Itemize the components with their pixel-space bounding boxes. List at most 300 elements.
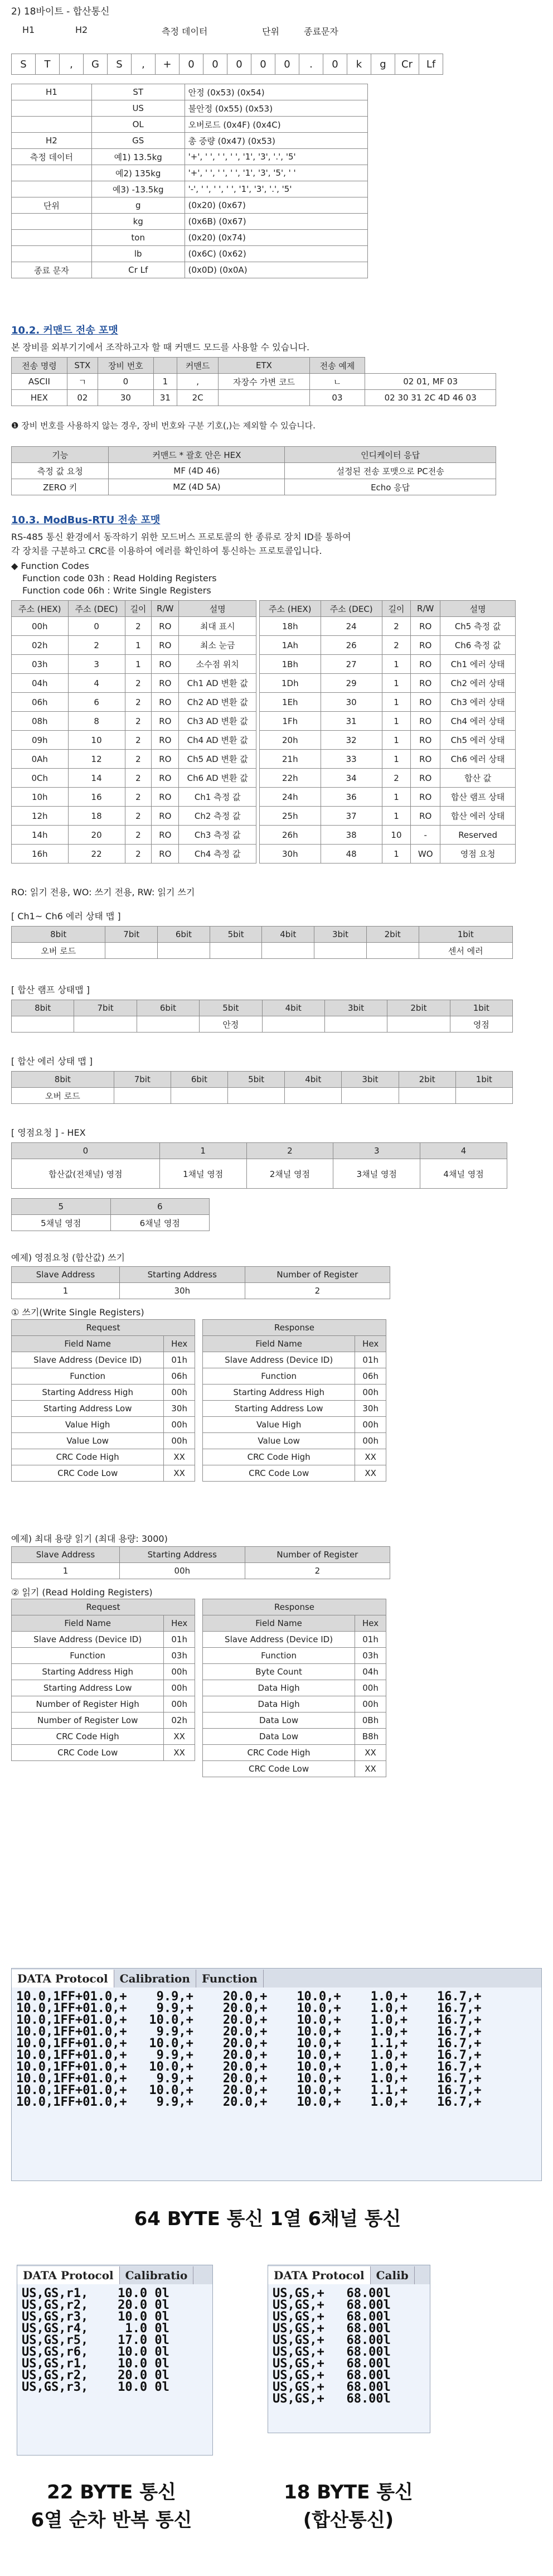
table-cell: 21h xyxy=(260,750,321,769)
table-cell: Value High xyxy=(203,1417,355,1433)
table-cell: , xyxy=(177,374,218,390)
table-cell: 34 xyxy=(321,769,382,788)
table-header-cell: Number of Register xyxy=(245,1547,390,1563)
table-cell: Data Low xyxy=(203,1729,355,1745)
table-header-cell: 3 xyxy=(333,1143,420,1159)
table-row xyxy=(260,845,516,864)
table-header-cell: 주소 (HEX) xyxy=(12,601,69,617)
table-cell: 총 중량 (0x47) (0x53) xyxy=(185,133,367,149)
table-header-cell: Field Name xyxy=(203,1615,355,1632)
table-cell: 오버로드 (0x4F) (0x4C) xyxy=(185,117,367,133)
table-cell xyxy=(387,1016,450,1033)
table-header-cell: 장비 번호 xyxy=(98,358,154,374)
command-section-desc: 본 장비를 외부기기에서 조작하고자 할 때 커맨드 모드를 사용할 수 있습니다. xyxy=(11,342,310,353)
table-cell: 06h xyxy=(355,1368,386,1385)
table-cell: Ch2 AD 변환 값 xyxy=(179,693,256,712)
table-cell: RO xyxy=(411,617,440,636)
table-cell xyxy=(12,181,92,197)
table-cell: (0x6C) (0x62) xyxy=(185,246,367,262)
table-cell: 2 xyxy=(125,845,152,864)
table-cell: XX xyxy=(355,1449,386,1465)
table-cell: 2 xyxy=(382,617,410,636)
table-cell: Slave Address (Device ID) xyxy=(203,1632,355,1648)
modbus-desc-line2: 각 장치를 구분하고 CRC를 이용하여 에러를 확인하여 통신하는 프로토콜입니다. xyxy=(11,546,322,556)
table-cell: RO xyxy=(411,769,440,788)
table-cell: Ch1 AD 변환 값 xyxy=(179,674,256,693)
table-header-cell: 설명 xyxy=(440,601,516,617)
table-cell: 단위 xyxy=(12,197,92,214)
table-header-cell: 전송 명령 xyxy=(12,358,67,374)
table-row xyxy=(12,845,256,864)
error-state-map xyxy=(11,926,513,959)
table-cell: ASCII xyxy=(12,374,67,390)
table-cell: 10 xyxy=(382,826,410,845)
table-cell: Slave Address (Device ID) xyxy=(203,1352,355,1368)
table-row xyxy=(260,674,516,693)
function-code-03: Function code 03h : Read Holding Registers xyxy=(22,573,217,583)
table-cell xyxy=(137,1016,199,1033)
modbus-section-title: 10.3. ModBus-RTU 전송 포맷 xyxy=(11,514,161,526)
frame-code-cell: 0 xyxy=(251,54,275,75)
table-row xyxy=(203,1696,386,1712)
table-header-cell: 6bit xyxy=(171,1072,227,1088)
table-cell: RO xyxy=(411,788,440,807)
table-header-cell: 6bit xyxy=(137,1000,199,1016)
table-cell xyxy=(171,1088,227,1104)
table-cell: 03 xyxy=(309,390,365,406)
table-cell: Function xyxy=(12,1368,164,1385)
table-cell: 3 xyxy=(68,655,125,674)
table-cell: 1 xyxy=(382,712,410,731)
table-cell: Ch6 에러 상태 xyxy=(440,750,516,769)
table-cell: 22 xyxy=(68,845,125,864)
table-row xyxy=(12,1696,195,1712)
table-cell xyxy=(366,943,419,959)
table-cell: Data High xyxy=(203,1696,355,1712)
table-cell: Ch5 AD 변환 값 xyxy=(179,750,256,769)
table-header-cell: 길이 xyxy=(125,601,152,617)
table-row xyxy=(12,390,496,406)
table-row xyxy=(12,1563,390,1579)
table-header-cell: 7bit xyxy=(74,1000,137,1016)
table-cell: 00h xyxy=(12,617,69,636)
function-codes-title: ◆ Function Codes xyxy=(11,561,89,571)
table-cell: Ch4 측정 값 xyxy=(179,845,256,864)
table-cell: CRC Code Low xyxy=(12,1465,164,1482)
function-code-06: Function code 06h : Write Single Registers xyxy=(22,585,211,596)
example2-response-table xyxy=(202,1599,386,1777)
frame-label-h1: H1 xyxy=(22,25,35,35)
table-cell: 03h xyxy=(355,1648,386,1664)
table-cell: 33 xyxy=(321,750,382,769)
frame-code-cell: , xyxy=(60,54,84,75)
table-row xyxy=(12,655,256,674)
table-cell: CRC Code Low xyxy=(203,1761,355,1777)
caption-22byte-line1: 22 BYTE 통신 xyxy=(47,2481,176,2503)
example1-summary-table xyxy=(11,1266,390,1299)
table-header-row xyxy=(12,1072,513,1088)
protocol-screen-64byte xyxy=(11,1968,542,2181)
table-cell: RO xyxy=(411,636,440,655)
table-row xyxy=(12,149,368,165)
table-cell: 4채널 영점 xyxy=(420,1159,507,1189)
register-legend: RO: 읽기 전용, WO: 쓰기 전용, RW: 읽기 쓰기 xyxy=(11,887,195,898)
table-cell: 불안정 (0x55) (0x53) xyxy=(185,100,367,117)
frame-label-unit: 단위 xyxy=(262,26,279,37)
example1-title: 예제) 영점요청 (합산값) 쓰기 xyxy=(11,1252,125,1263)
protocol-output-18byte: US,GS,+ 68.00l US,GS,+ 68.00l US,GS,+ 68.00l US,GS,+ 68.00l US,GS,+ 68.00l US,GS,+ 68.00l US,GS,+ 68.00l US,GS,+ 68.00l US,GS,+ 68.00l US,GS,+ 68.00l xyxy=(273,2286,391,2406)
table-cell: CRC Code High xyxy=(203,1449,355,1465)
table-header-row xyxy=(12,1267,390,1283)
frame-code-cell: S xyxy=(108,54,132,75)
table-cell: - xyxy=(411,826,440,845)
table-cell xyxy=(12,100,92,117)
table-cell xyxy=(158,943,210,959)
table-cell: 2채널 영점 xyxy=(246,1159,333,1189)
table-cell: Ch4 에러 상태 xyxy=(440,712,516,731)
table-header-cell: 커맨드 xyxy=(177,358,218,374)
table-cell: CRC Code High xyxy=(203,1745,355,1761)
table-header-cell: 4bit xyxy=(262,1000,324,1016)
frame-code-cell: S xyxy=(12,54,36,75)
table-cell: 1Fh xyxy=(260,712,321,731)
table-cell: 4 xyxy=(68,674,125,693)
table-cell: XX xyxy=(164,1449,195,1465)
table-cell: 04h xyxy=(12,674,69,693)
table-row xyxy=(12,463,496,479)
table-cell: WO xyxy=(411,845,440,864)
table-header-cell: Hex xyxy=(164,1615,195,1632)
table-cell: Ch3 에러 상태 xyxy=(440,693,516,712)
table-title-cell: Request xyxy=(12,1320,195,1336)
table-header-cell: 기능 xyxy=(12,447,109,463)
example2-title: 예제) 최대 용량 읽기 (최대 용량: 3000) xyxy=(11,1533,168,1544)
table-header-cell: Starting Address xyxy=(119,1267,245,1283)
table-cell: 최대 표시 xyxy=(179,617,256,636)
table-cell: 5채널 영점 xyxy=(12,1215,111,1231)
table-cell: lb xyxy=(91,246,185,262)
table-cell: 04h xyxy=(355,1664,386,1680)
example1-subtitle: ① 쓰기(Write Single Registers) xyxy=(11,1307,144,1318)
frame-label-end: 종료문자 xyxy=(304,26,338,37)
table-cell: 1Dh xyxy=(260,674,321,693)
table-row xyxy=(12,1648,195,1664)
table-cell: Ch1 측정 값 xyxy=(179,788,256,807)
table-cell: RO xyxy=(152,826,179,845)
table-row xyxy=(12,1680,195,1696)
table-row xyxy=(12,133,368,149)
caption-22byte-line2: 6열 순차 반복 통신 xyxy=(31,2509,192,2531)
protocol-screen-18byte xyxy=(268,2265,430,2433)
table-cell: 14 xyxy=(68,769,125,788)
zero-request-table-2 xyxy=(11,1198,210,1231)
table-header-row xyxy=(12,1143,507,1159)
table-cell: 2 xyxy=(125,807,152,826)
table-cell: 1 xyxy=(382,731,410,750)
table-row xyxy=(12,1664,195,1680)
table-cell: 14h xyxy=(12,826,69,845)
protocol-tab[interactable]: Calib xyxy=(371,2266,415,2284)
table-cell: 1 xyxy=(382,750,410,769)
table-cell: kg xyxy=(91,214,185,230)
protocol-screen-22byte xyxy=(17,2265,213,2456)
table-cell xyxy=(12,246,92,262)
table-cell: Echo 응답 xyxy=(285,479,496,495)
table-header-cell: Hex xyxy=(164,1336,195,1352)
protocol-tab[interactable]: Calibratio xyxy=(120,2266,194,2284)
frame-code-cell: g xyxy=(371,54,395,75)
table-cell: 1 xyxy=(153,374,177,390)
table-cell: 26h xyxy=(260,826,321,845)
table-header-cell: 2 xyxy=(246,1143,333,1159)
table-cell: Ch1 에러 상태 xyxy=(440,655,516,674)
table-title-cell: Request xyxy=(12,1599,195,1615)
table-header-cell: Hex xyxy=(355,1336,386,1352)
table-header-cell: 5 xyxy=(12,1199,111,1215)
table-cell: 합산값(전채널) 영점 xyxy=(12,1159,160,1189)
table-row xyxy=(203,1761,386,1777)
table-cell: Ch2 측정 값 xyxy=(179,807,256,826)
table-row xyxy=(203,1352,386,1368)
table-header-row xyxy=(260,601,516,617)
table-cell: 3채널 영점 xyxy=(333,1159,420,1189)
table-cell: 1Bh xyxy=(260,655,321,674)
frame-code-cell: 0 xyxy=(180,54,203,75)
table-cell: (0x20) (0x74) xyxy=(185,230,367,246)
table-cell xyxy=(262,943,314,959)
table-cell xyxy=(12,117,92,133)
table-cell: ST xyxy=(91,84,185,100)
table-cell: Ch5 측정 값 xyxy=(440,617,516,636)
table-row xyxy=(203,1680,386,1696)
table-row xyxy=(12,674,256,693)
table-cell: 오버 로드 xyxy=(12,943,105,959)
table-cell: ㄱ xyxy=(67,374,98,390)
table-row xyxy=(260,788,516,807)
table-row xyxy=(203,1385,386,1401)
table-header-cell: 1 xyxy=(159,1143,246,1159)
table-cell: 36 xyxy=(321,788,382,807)
table-cell: 2 xyxy=(125,712,152,731)
table-row xyxy=(203,1465,386,1482)
table-cell: XX xyxy=(164,1465,195,1482)
table-cell: 2 xyxy=(125,617,152,636)
table-cell: 00h xyxy=(164,1696,195,1712)
table-cell: RO xyxy=(152,617,179,636)
table-row xyxy=(260,731,516,750)
table-cell: 센서 에러 xyxy=(419,943,512,959)
example1-response-table xyxy=(202,1319,386,1482)
table-header-cell: 1bit xyxy=(419,927,512,943)
table-cell: 8 xyxy=(68,712,125,731)
table-cell: '-', ' ', ' ', ' ', '1', '3', '.', '5' xyxy=(185,181,367,197)
table-row xyxy=(12,1215,210,1231)
table-cell: '+', ' ', ' ', ' ', '1', '3', '5', ' ' xyxy=(185,165,367,181)
protocol-tab[interactable]: Calibration xyxy=(114,1970,196,1988)
table-header-cell: 3bit xyxy=(324,1000,387,1016)
table-row xyxy=(203,1664,386,1680)
table-row xyxy=(12,1729,195,1745)
table-header-cell: Field Name xyxy=(12,1615,164,1632)
table-cell: XX xyxy=(355,1745,386,1761)
table-cell: 2 xyxy=(125,826,152,845)
table-cell: Starting Address Low xyxy=(203,1401,355,1417)
table-header-row xyxy=(12,447,496,463)
table-cell: 30h xyxy=(355,1401,386,1417)
table-cell: 10 xyxy=(68,731,125,750)
frame-code-cell: + xyxy=(156,54,180,75)
table-cell: 06h xyxy=(164,1368,195,1385)
table-row xyxy=(12,181,368,197)
table-cell: 소수점 위치 xyxy=(179,655,256,674)
table-cell: 영점 요청 xyxy=(440,845,516,864)
table-header-cell: 커맨드 * 괄호 안은 HEX xyxy=(109,447,285,463)
table-cell: RO xyxy=(411,807,440,826)
table-cell: Ch3 AD 변환 값 xyxy=(179,712,256,731)
table-cell: Number of Register Low xyxy=(12,1712,164,1729)
table-cell: Ch5 에러 상태 xyxy=(440,731,516,750)
frame-code-cell: 0 xyxy=(227,54,251,75)
table-cell: Ch2 에러 상태 xyxy=(440,674,516,693)
table-cell: 02 01, MF 03 xyxy=(365,374,496,390)
table-cell: 10h xyxy=(12,788,69,807)
table-cell: 30h xyxy=(119,1283,245,1299)
table-cell: RO xyxy=(152,712,179,731)
table-cell: RO xyxy=(152,750,179,769)
sum-error-map-title: [ 합산 에러 상태 맵 ] xyxy=(11,1056,93,1067)
table-cell: 30h xyxy=(260,845,321,864)
table-cell: Value High xyxy=(12,1417,164,1433)
table-cell: RO xyxy=(152,807,179,826)
table-row xyxy=(12,826,256,845)
table-cell: 1Ah xyxy=(260,636,321,655)
protocol-tab[interactable]: DATA Protocol xyxy=(12,1970,114,1988)
table-cell: Starting Address Low xyxy=(12,1401,164,1417)
table-header-cell: 3bit xyxy=(342,1072,399,1088)
protocol-tab[interactable]: DATA Protocol xyxy=(17,2266,120,2284)
protocol-output-22byte: US,GS,r1, 10.0 0l US,GS,r2, 20.0 0l US,GS,r3, 10.0 0l US,GS,r4, 1.0 0l US,GS,r5, 17.0 0l US,GS,r6, 10.0 0l US,GS,r1, 10.0 0l US,GS,r2, 20.0 0l US,GS,r3, 10.0 0l xyxy=(22,2286,169,2394)
table-cell: 25h xyxy=(260,807,321,826)
table-cell: 1 xyxy=(382,693,410,712)
table-cell: 0Ah xyxy=(12,750,69,769)
table-cell: 합산 에러 상태 xyxy=(440,807,516,826)
table-row xyxy=(260,655,516,674)
table-cell: 00h xyxy=(119,1563,245,1579)
table-cell: 합산 램프 상태 xyxy=(440,788,516,807)
table-cell: RO xyxy=(411,693,440,712)
table-cell: ZERO 키 xyxy=(12,479,109,495)
table-row xyxy=(12,246,368,262)
table-cell: 2 xyxy=(245,1283,390,1299)
table-cell: 31 xyxy=(153,390,177,406)
table-title-row xyxy=(12,1599,195,1615)
table-cell: Ch6 측정 값 xyxy=(440,636,516,655)
table-header-row xyxy=(203,1336,386,1352)
table-cell: 오버 로드 xyxy=(12,1088,114,1104)
table-cell: 48 xyxy=(321,845,382,864)
table-row xyxy=(203,1368,386,1385)
table-header-cell: R/W xyxy=(411,601,440,617)
table-row xyxy=(12,788,256,807)
table-cell: 00h xyxy=(355,1680,386,1696)
table-cell: 종료 문자 xyxy=(12,262,92,278)
table-cell: 00h xyxy=(355,1417,386,1433)
table-header-cell: 7bit xyxy=(114,1072,171,1088)
table-header-cell: 5bit xyxy=(228,1072,285,1088)
zero-request-table-1 xyxy=(11,1142,507,1189)
table-cell: 30 xyxy=(98,390,154,406)
table-cell: Starting Address High xyxy=(12,1385,164,1401)
protocol-tab[interactable]: DATA Protocol xyxy=(268,2266,371,2284)
table-header-row xyxy=(12,927,513,943)
table-cell: RO xyxy=(152,845,179,864)
table-row xyxy=(12,617,256,636)
table-cell: GS xyxy=(91,133,185,149)
protocol-tab[interactable]: Function xyxy=(196,1970,264,1988)
table-row xyxy=(12,165,368,181)
table-cell: 0 xyxy=(68,617,125,636)
table-row xyxy=(12,1465,195,1482)
table-row xyxy=(260,769,516,788)
table-cell: XX xyxy=(355,1761,386,1777)
table-cell: Slave Address (Device ID) xyxy=(12,1352,164,1368)
table-cell xyxy=(12,214,92,230)
table-header-row xyxy=(203,1615,386,1632)
table-cell: 00h xyxy=(164,1433,195,1449)
table-row xyxy=(12,807,256,826)
frame-heading: 2) 18바이트 - 합산통신 xyxy=(11,6,110,17)
table-cell: 2 xyxy=(245,1563,390,1579)
lamp-state-map xyxy=(11,1000,513,1033)
table-row xyxy=(12,100,368,117)
table-cell: 16 xyxy=(68,788,125,807)
table-cell: RO xyxy=(152,731,179,750)
table-cell: 02h xyxy=(12,636,69,655)
table-row xyxy=(12,230,368,246)
table-header-cell: 주소 (HEX) xyxy=(260,601,321,617)
command-section-title: 10.2. 커맨드 전송 포맷 xyxy=(11,325,118,336)
table-cell: 01h xyxy=(355,1352,386,1368)
table-cell: CRC Code Low xyxy=(12,1745,164,1761)
table-header-cell: 8bit xyxy=(12,927,105,943)
table-cell: 30 xyxy=(321,693,382,712)
table-cell: 38 xyxy=(321,826,382,845)
table-cell: 1 xyxy=(382,845,410,864)
table-cell: 1 xyxy=(125,655,152,674)
table-cell: ㄴ xyxy=(309,374,365,390)
example2-request-table xyxy=(11,1599,195,1761)
table-header-row xyxy=(12,601,256,617)
table-header-cell: 전송 예제 xyxy=(309,358,365,374)
table-row xyxy=(12,84,368,100)
command-table xyxy=(11,357,496,406)
table-cell: Ch4 AD 변환 값 xyxy=(179,731,256,750)
table-cell xyxy=(105,943,158,959)
frame-code-cell: T xyxy=(36,54,60,75)
table-cell: 설정된 전송 포맷으로 PC전송 xyxy=(285,463,496,479)
table-cell: XX xyxy=(164,1745,195,1761)
table-cell: 6 xyxy=(68,693,125,712)
table-cell xyxy=(12,230,92,246)
table-cell: 2C xyxy=(177,390,218,406)
table-cell xyxy=(228,1088,285,1104)
frame-definition-table xyxy=(11,84,368,278)
table-title-cell: Response xyxy=(203,1320,386,1336)
table-cell: RO xyxy=(152,769,179,788)
frame-code-box xyxy=(11,54,443,75)
frame-code-cell: 0 xyxy=(323,54,347,75)
table-cell: 2 xyxy=(68,636,125,655)
